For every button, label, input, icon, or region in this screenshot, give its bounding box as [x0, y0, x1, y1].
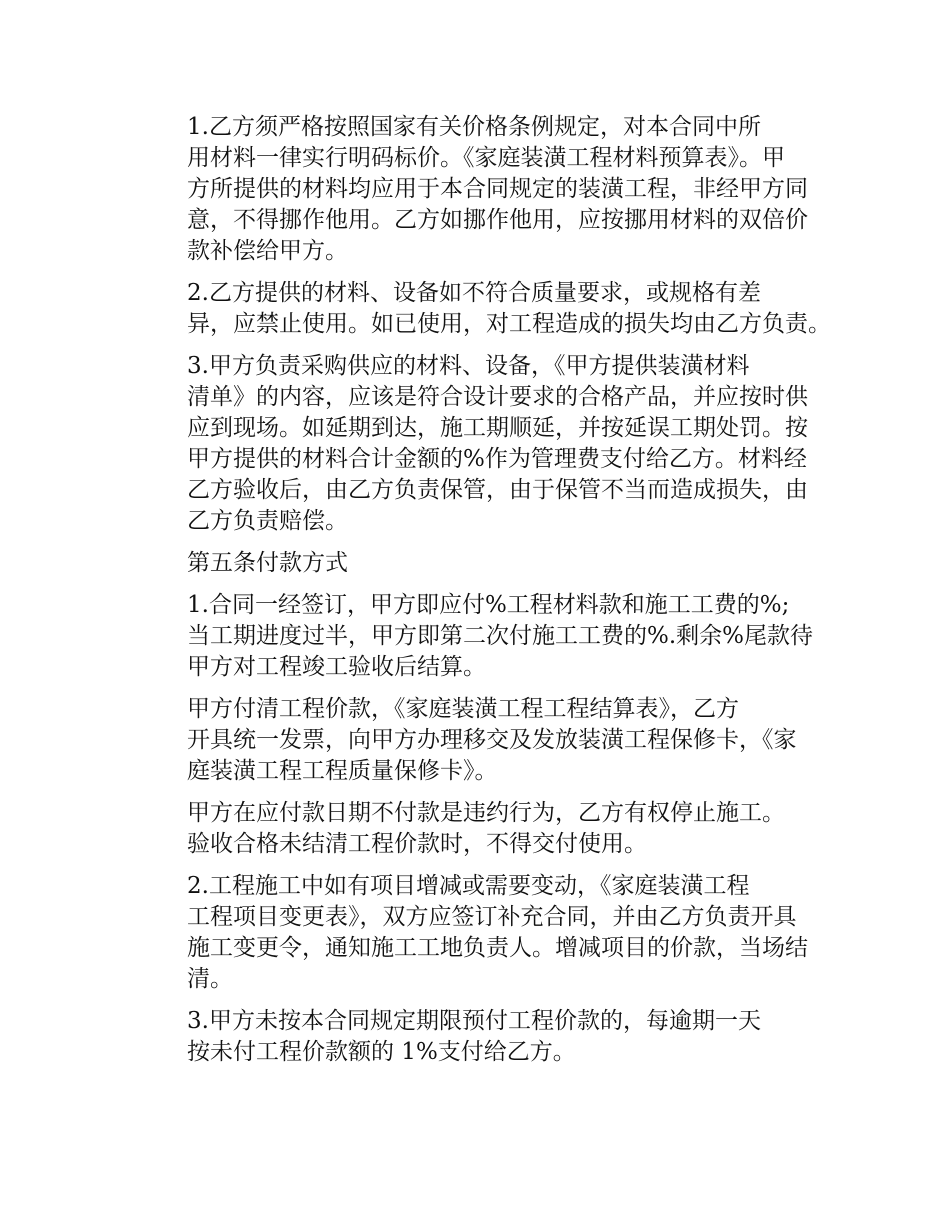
text-line: 甲方在应付款日期不付款是违约行为，乙方有权停止施工。	[187, 800, 785, 826]
text-line: 方所提供的材料均应用于本合同规定的装潢工程，非经甲方同	[187, 176, 808, 202]
paragraph-payment-schedule	[141, 590, 831, 683]
text-line: 按未付工程价款额的 1%支付给乙方。	[187, 1039, 576, 1065]
text-line: 乙方验收后，由乙方负责保管，由于保管不当而造成损失，由	[187, 477, 808, 503]
text-line: 意，不得挪作他用。乙方如挪作他用，应按挪用材料的双倍价	[187, 207, 808, 233]
text-line: 3.甲方负责采购供应的材料、设备，《甲方提供装潢材料	[187, 353, 750, 379]
text-line: 2.乙方提供的材料、设备如不符合质量要求，或规格有差	[187, 280, 761, 306]
text-line: 甲方付清工程价款，《家庭装潢工程工程结算表》，乙方	[187, 696, 739, 722]
paragraph-late-penalty	[141, 1006, 831, 1068]
paragraph-material-quality	[141, 278, 831, 340]
document-body	[141, 112, 831, 1079]
text-line: 乙方负责赔偿。	[187, 508, 348, 534]
text-line: 庭装潢工程工程质量保修卡》。	[187, 758, 498, 784]
text-line: 用材料一律实行明码标价。《家庭装潢工程材料预算表》。甲	[187, 145, 785, 171]
text-line: 1.合同一经签订，甲方即应付%工程材料款和施工工费的%;	[187, 592, 790, 618]
text-line: 清。	[187, 966, 233, 992]
paragraph-material-pricing	[141, 112, 831, 267]
text-line: 异，应禁止使用。如已使用，对工程造成的损失均由乙方负责。	[187, 311, 831, 337]
text-line: 清单》的内容，应该是符合设计要求的合格产品，并应按时供	[187, 384, 808, 410]
text-line: 施工变更令，通知施工工地负责人。增减项目的价款，当场结	[187, 935, 808, 961]
text-line: 应到现场。如延期到达，施工期顺延，并按延误工期处罚。按	[187, 415, 808, 441]
text-line: 2.工程施工中如有项目增减或需要变动，《家庭装潢工程	[187, 873, 750, 899]
text-line: 3.甲方未按本合同规定期限预付工程价款的，每逾期一天	[187, 1008, 761, 1034]
text-line: 验收合格未结清工程价款时，不得交付使用。	[187, 831, 647, 857]
section-heading-payment	[141, 548, 831, 579]
text-line: 甲方对工程竣工验收后结算。	[187, 654, 486, 680]
paragraph-project-changes	[141, 871, 831, 995]
paragraph-party-a-supply	[141, 351, 831, 537]
text-line: 甲方提供的材料合计金额的%作为管理费支付给乙方。材料经	[187, 446, 807, 472]
text-line: 第五条付款方式	[187, 550, 348, 576]
paragraph-settlement	[141, 694, 831, 787]
text-line: 1.乙方须严格按照国家有关价格条例规定，对本合同中所	[187, 114, 761, 140]
text-line: 当工期进度过半，甲方即第二次付施工工费的%.剩余%尾款待	[187, 623, 814, 649]
paragraph-default-payment	[141, 798, 831, 860]
text-line: 款补偿给甲方。	[187, 238, 348, 264]
text-line: 工程项目变更表》，双方应签订补充合同，并由乙方负责开具	[187, 904, 797, 930]
text-line: 开具统一发票，向甲方办理移交及发放装潢工程保修卡，《家	[187, 727, 797, 753]
